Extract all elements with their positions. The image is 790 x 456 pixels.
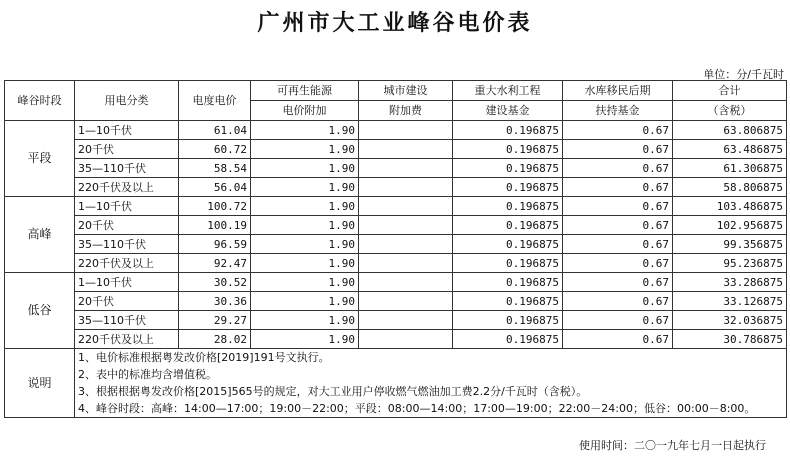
note-line: 1、电价标准根据粤发改价格[2019]191号文执行。 [78, 351, 330, 364]
price-cell: 96.59 [179, 235, 251, 254]
total-cell: 33.126875 [673, 292, 787, 311]
reservoir-fund-cell: 0.67 [563, 273, 673, 292]
header-renewable-top: 可再生能源 [251, 81, 359, 101]
city-fee-cell [359, 140, 453, 159]
total-cell: 63.806875 [673, 121, 787, 140]
category-cell: 20千伏 [75, 292, 179, 311]
header-reservoir-top: 水库移民后期 [563, 81, 673, 101]
table-row [5, 254, 787, 273]
period-cell: 高峰 [5, 197, 75, 273]
price-cell: 28.02 [179, 330, 251, 349]
water-fund-cell: 0.196875 [453, 330, 563, 349]
price-cell: 92.47 [179, 254, 251, 273]
total-cell: 32.036875 [673, 311, 787, 330]
water-fund-cell: 0.196875 [453, 140, 563, 159]
total-cell: 63.486875 [673, 140, 787, 159]
header-city-bottom: 附加费 [359, 101, 453, 121]
city-fee-cell [359, 197, 453, 216]
notes-cell [75, 349, 787, 418]
table-row [5, 273, 787, 292]
reservoir-fund-cell: 0.67 [563, 140, 673, 159]
reservoir-fund-cell: 0.67 [563, 159, 673, 178]
price-cell: 30.36 [179, 292, 251, 311]
renewable-cell: 1.90 [251, 121, 359, 140]
total-cell: 103.486875 [673, 197, 787, 216]
header-water-top: 重大水利工程 [453, 81, 563, 101]
renewable-cell: 1.90 [251, 254, 359, 273]
table-row [5, 330, 787, 349]
total-cell: 30.786875 [673, 330, 787, 349]
water-fund-cell: 0.196875 [453, 159, 563, 178]
price-cell: 56.04 [179, 178, 251, 197]
city-fee-cell [359, 216, 453, 235]
header-renewable-bottom: 电价附加 [251, 101, 359, 121]
page-title: 广州市大工业峰谷电价表 [257, 11, 533, 36]
city-fee-cell [359, 273, 453, 292]
reservoir-fund-cell: 0.67 [563, 178, 673, 197]
table-row [5, 121, 787, 140]
unit-label: 单位：分/千瓦时 [703, 68, 784, 81]
header-total-bottom: （含税） [673, 101, 787, 121]
table-row [5, 311, 787, 330]
renewable-cell: 1.90 [251, 330, 359, 349]
reservoir-fund-cell: 0.67 [563, 330, 673, 349]
water-fund-cell: 0.196875 [453, 235, 563, 254]
price-cell: 58.54 [179, 159, 251, 178]
city-fee-cell [359, 254, 453, 273]
table-row [5, 292, 787, 311]
city-fee-cell [359, 292, 453, 311]
renewable-cell: 1.90 [251, 159, 359, 178]
renewable-cell: 1.90 [251, 140, 359, 159]
header-category: 用电分类 [75, 81, 179, 121]
renewable-cell: 1.90 [251, 216, 359, 235]
period-cell: 平段 [5, 121, 75, 197]
notes-row [5, 349, 787, 418]
category-cell: 20千伏 [75, 140, 179, 159]
water-fund-cell: 0.196875 [453, 254, 563, 273]
renewable-cell: 1.90 [251, 311, 359, 330]
tariff-table [4, 80, 787, 418]
city-fee-cell [359, 235, 453, 254]
total-cell: 58.806875 [673, 178, 787, 197]
note-line: 3、根据根据粤发改价格[2015]565号的规定，对大工业用户停收燃气燃油加工费2.2分/千瓦时（含税）。 [78, 385, 588, 398]
price-cell: 100.72 [179, 197, 251, 216]
water-fund-cell: 0.196875 [453, 292, 563, 311]
category-cell: 35—110千伏 [75, 235, 179, 254]
reservoir-fund-cell: 0.67 [563, 121, 673, 140]
reservoir-fund-cell: 0.67 [563, 311, 673, 330]
renewable-cell: 1.90 [251, 292, 359, 311]
effective-date: 使用时间：二〇一九年七月一日起执行 [579, 439, 766, 452]
category-cell: 1—10千伏 [75, 121, 179, 140]
city-fee-cell [359, 121, 453, 140]
water-fund-cell: 0.196875 [453, 178, 563, 197]
table-row [5, 159, 787, 178]
renewable-cell: 1.90 [251, 197, 359, 216]
category-cell: 1—10千伏 [75, 273, 179, 292]
price-cell: 100.19 [179, 216, 251, 235]
price-cell: 30.52 [179, 273, 251, 292]
header-price: 电度电价 [179, 81, 251, 121]
category-cell: 35—110千伏 [75, 159, 179, 178]
reservoir-fund-cell: 0.67 [563, 216, 673, 235]
total-cell: 61.306875 [673, 159, 787, 178]
city-fee-cell [359, 159, 453, 178]
city-fee-cell [359, 178, 453, 197]
reservoir-fund-cell: 0.67 [563, 197, 673, 216]
renewable-cell: 1.90 [251, 273, 359, 292]
period-cell: 低谷 [5, 273, 75, 349]
total-cell: 102.956875 [673, 216, 787, 235]
total-cell: 99.356875 [673, 235, 787, 254]
water-fund-cell: 0.196875 [453, 273, 563, 292]
reservoir-fund-cell: 0.67 [563, 254, 673, 273]
city-fee-cell [359, 330, 453, 349]
total-cell: 33.286875 [673, 273, 787, 292]
water-fund-cell: 0.196875 [453, 121, 563, 140]
price-cell: 61.04 [179, 121, 251, 140]
price-cell: 60.72 [179, 140, 251, 159]
water-fund-cell: 0.196875 [453, 197, 563, 216]
category-cell: 1—10千伏 [75, 197, 179, 216]
renewable-cell: 1.90 [251, 235, 359, 254]
header-total-top: 合计 [673, 81, 787, 101]
table-body [5, 121, 787, 349]
note-line: 2、表中的标准均含增值税。 [78, 368, 217, 381]
category-cell: 20千伏 [75, 216, 179, 235]
notes-label: 说明 [5, 349, 75, 418]
category-cell: 220千伏及以上 [75, 254, 179, 273]
water-fund-cell: 0.196875 [453, 311, 563, 330]
renewable-cell: 1.90 [251, 178, 359, 197]
category-cell: 220千伏及以上 [75, 330, 179, 349]
note-line: 4、峰谷时段：高峰：14:00—17:00；19:00－22:00；平段：08:00—14:00；17:00—19:00；22:00－24:00；低谷：00:00－8:00。 [78, 402, 756, 415]
header-period: 峰谷时段 [5, 81, 75, 121]
table-row [5, 235, 787, 254]
reservoir-fund-cell: 0.67 [563, 235, 673, 254]
header-water-bottom: 建设基金 [453, 101, 563, 121]
table-row [5, 197, 787, 216]
header-reservoir-bottom: 扶持基金 [563, 101, 673, 121]
category-cell: 35—110千伏 [75, 311, 179, 330]
table-row [5, 216, 787, 235]
table-row [5, 178, 787, 197]
price-cell: 29.27 [179, 311, 251, 330]
header-city-top: 城市建设 [359, 81, 453, 101]
table-row [5, 140, 787, 159]
water-fund-cell: 0.196875 [453, 216, 563, 235]
category-cell: 220千伏及以上 [75, 178, 179, 197]
city-fee-cell [359, 311, 453, 330]
total-cell: 95.236875 [673, 254, 787, 273]
reservoir-fund-cell: 0.67 [563, 292, 673, 311]
